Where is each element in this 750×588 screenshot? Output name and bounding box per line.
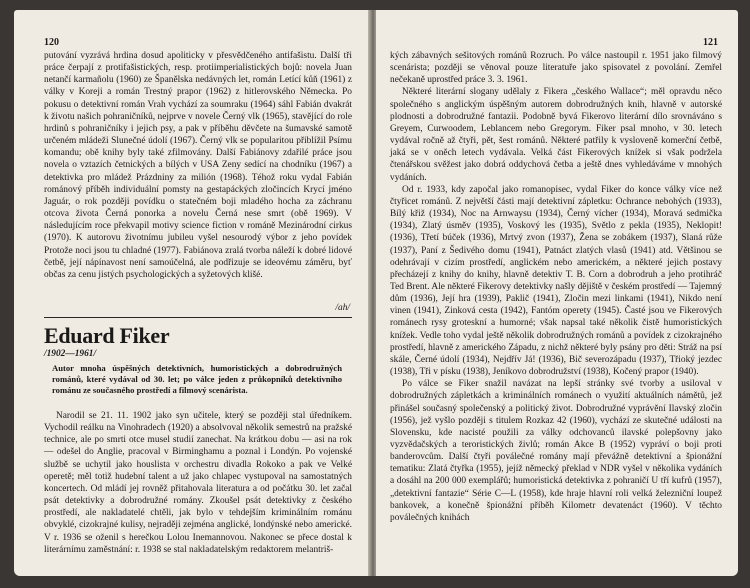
- right-text-block: [390, 50, 722, 524]
- left-paragraph-2: Narodil se 21. 11. 1902 jako syn učitele, který se později stal úředníkem. Vychodil reálku na Vinohradech (1920) a absolvoval několik semestrů na pražské technice, ale po smrti otce musel studií zanechat. Na krátkou dobu — asi na rok — odešel do Anglie, pracoval v Birminghamu a poznal i Londýn. Po vojenské službě se uchytil jako houslista v orchestru divadla Rokoko a pak ve Velké operetě; měl totiž hudební talent a už jako chlapec vystupoval na samostatných koncertech. Od mládí jej rovněž přitahovala literatura a od počátku 30. let začal psát detektivky a dobrodružné romány. Zkoušel psát detektivky z českého prostředí, ale nakladatelé chtěli, jak bylo v tehdejším kriminálním románu obvyklé, cizokrajné kulisy, nejraději zejména anglické, londýnské nebo americké. V r. 1936 se oženil s herečkou Lolou Inemannovou. Nakonec se přece dostal k literárnímu zaměstnání: r. 1938 se stal nakladatelským redaktorem melantriš-: [44, 411, 352, 555]
- left-text-block: [44, 50, 352, 281]
- page-number-left: 120: [44, 37, 59, 48]
- left-paragraph-1: putování vyzrává hrdina dosud apoliticky v přesvědčeného antifašistu. Další tři práce čerpají z protifašistických, resp. protiimperialistických bojů: novela Juan netančí karmañolu (1960) ze Španělska nedávných let, román Letící kůň (1961) z války v Koreji a román Trestný prapor (1962) z hitlerovského Německa. Po pokusu o detektivní román Vrah vychází za soumraku (1964) sáhl Fabián dvakrát k životu našich pohraničníků, nejprve v novele Černý vlk (1965), stavějící do role hrdinů s pohraničníky i jejich psy, a pak v příběhu děvčete na šumavské samotě určeném mládeži Slunečné údolí (1967). Černý vlk se popularitou přiblížil Psímu komandu; obě knihy byly také zfilmovány. Další Fabiánovy zdařilé práce jsou novela o vztazích četnických a bílých v USA Zeny sedící na chodníku (1967) a detektivka pro mládež Prázdniny za milión (1968). Téhož roku vydal Fabián románový příběh individuální pomsty na gestapáckých zločincích Krycí jméno Jaguár, o rok později povídku o statečném boji mladého hocha za záchranu otcova života Černá ponorka a novelu Černá nese smrt (obě 1969). V následujícím roce překvapil motivy science fiction v románě Mezinárodní cirkus (1970). K autorovu životnímu jubileu vyšel nesourodý výbor z jeho povídek Protože noci jsou tu chladné (1977). Fabiánova zralá tvorba náleží k dobré lidové četbě, její nápínavost není samoúčelná, ale podřizuje se ideovému záměru, byť občas za cenu jistých psychologických a syžetových klišé.: [44, 51, 352, 280]
- right-paragraph-4: Po válce se Fiker snažil navázat na lepší stránky své tvorby a usiloval v dobrodružných zápletkách a kriminálních románech o využití aktuálních námětů, jež přinášel současný společenský a politický život. Dobrodružné vyprávění Ilavský zločin (1956), jež vyšlo později s titulem Rozkaz 42 (1960), vychází ze skutečné události na Slovensku, kde nacisté použili za války odchovanců ilavské polepšovny jako vyzvědačských a teroristických živlů; román Akce B (1952) vypráví o boji proti banderovcům. Další čtyři poválečné romány mají převážně detektivní a špionážní tematiku: Zlatá čtyřka (1955), jejíž německý překlad v NDR vyšel v několika vydáních a dosáhl na 200 000 exemplářů; humoristická detektivka z pohraničí U tří kufrů (1957), „detektivní fantazie“ Série C—L (1958), kde hraje hlavní roli velká železniční loupež bankovek, a konečně špionážní příběh Kilometr devatenáct (1960). V těchto poválečných knihách: [390, 379, 722, 523]
- section-heading: Eduard Fiker: [44, 323, 170, 348]
- right-paragraph-2: Některé literární slogany udělaly z Fikera „českého Wallace“; měl opravdu něco společného s anglickým úspěšným autorem dobrodružných knih, hlavně v autorské plodnosti a dobrodružné fantazii. Podobně byvá Fikerovo literární dílo srovnáváno s Greyem, Curwoodem, Leblancem nebo Gregorym. Fiker psal mnoho, v 30. letech vydával ročně až čtyři, pět, šest románů. Některé patřily k vysloveně komerční četbě, jaká se v oněch letech vydávala. Velká část Fikerových knížek si však podržela čtenářskou svěžest jako dobrá oddychová četba a ještě dnes vyhledáváme v mnohých vydáních.: [390, 87, 722, 183]
- right-paragraph-3: Od r. 1933, kdy započal jako romanopisec, vydal Fiker do konce války více než čtyřicet románů. Z největší části mají detektivní zápletku: Ochrance nebohých (1933), Bílý křiž (1934), Noc na Arnwaysu (1934), Černý vícher (1934), Moravá sedmička (1934), Zlatý úsměv (1935), Voskový les (1935), Světlo z pekla (1935), Neklopit! (1936), Třetí búček (1936), Mrtvý zvon (1937), Žena se zobákem (1937), Slaná růže (1937), Paní z Šedivého domu (1941), Patnáct zlatých vlasů (1941) atd. Většinou se odehrávají v cizím prostředí, anglickém nebo americkém, a některé jejich postavy přecházejí z knihy do knihy, hlavně detektiv T. B. Corn a dobrodruh a jeho protihráč Ted Brent. Ale některé Fikerovy detektivky našly dějiště v českém prostředí — Tajemný dům (1936), Její hra (1939), Paklič (1941), Zločin mezi linkami (1941), Nikdo není vinen (1941), Zinková cesta (1942), Fantóm operety (1945). Časté jsou ve Fikerových románech rysy groteskní a humorné; však napsal také několik čistě humoristických knížek. Vedle toho vydal ještě několik dobrodružných románů a povídek z cizokrajného prostředí, hlavně z amerického Západu, z nichž některé byly psány pro děti: Stráž na psí skále, Černé údolí (1934), Nejdřív Já! (1936), Bič severozápadu (1937), Třioký jezdec (1938), Tři v písku (1938), Jeníkovo dobrodružství (1938), Kočený prapor (1940).: [390, 184, 722, 378]
- left-page: [14, 10, 370, 576]
- author-abstract: Autor mnoha úspěšných detektivních, humoristických a dobrodružných románů, které vydával od 30. let; po válce jeden z průkopníků detektivního románu ze současného prostředí a filmový scenárista.: [52, 363, 342, 395]
- author-signature: /ah/: [335, 303, 350, 313]
- right-paragraph-1: kých zábavných sešitových románů Rozruch. Po válce nastoupil r. 1951 jako filmový scenárista; později se věnoval pouze literatuře jako spisovatel z povolání. Zemřel nečekaně uprostřed práce 3. 3. 1961.: [390, 51, 722, 86]
- section-divider: [44, 317, 352, 318]
- left-biography-block: [44, 410, 352, 556]
- page-number-right: 121: [703, 37, 718, 48]
- right-page: [376, 10, 738, 576]
- life-years: /1902—1961/: [44, 349, 97, 359]
